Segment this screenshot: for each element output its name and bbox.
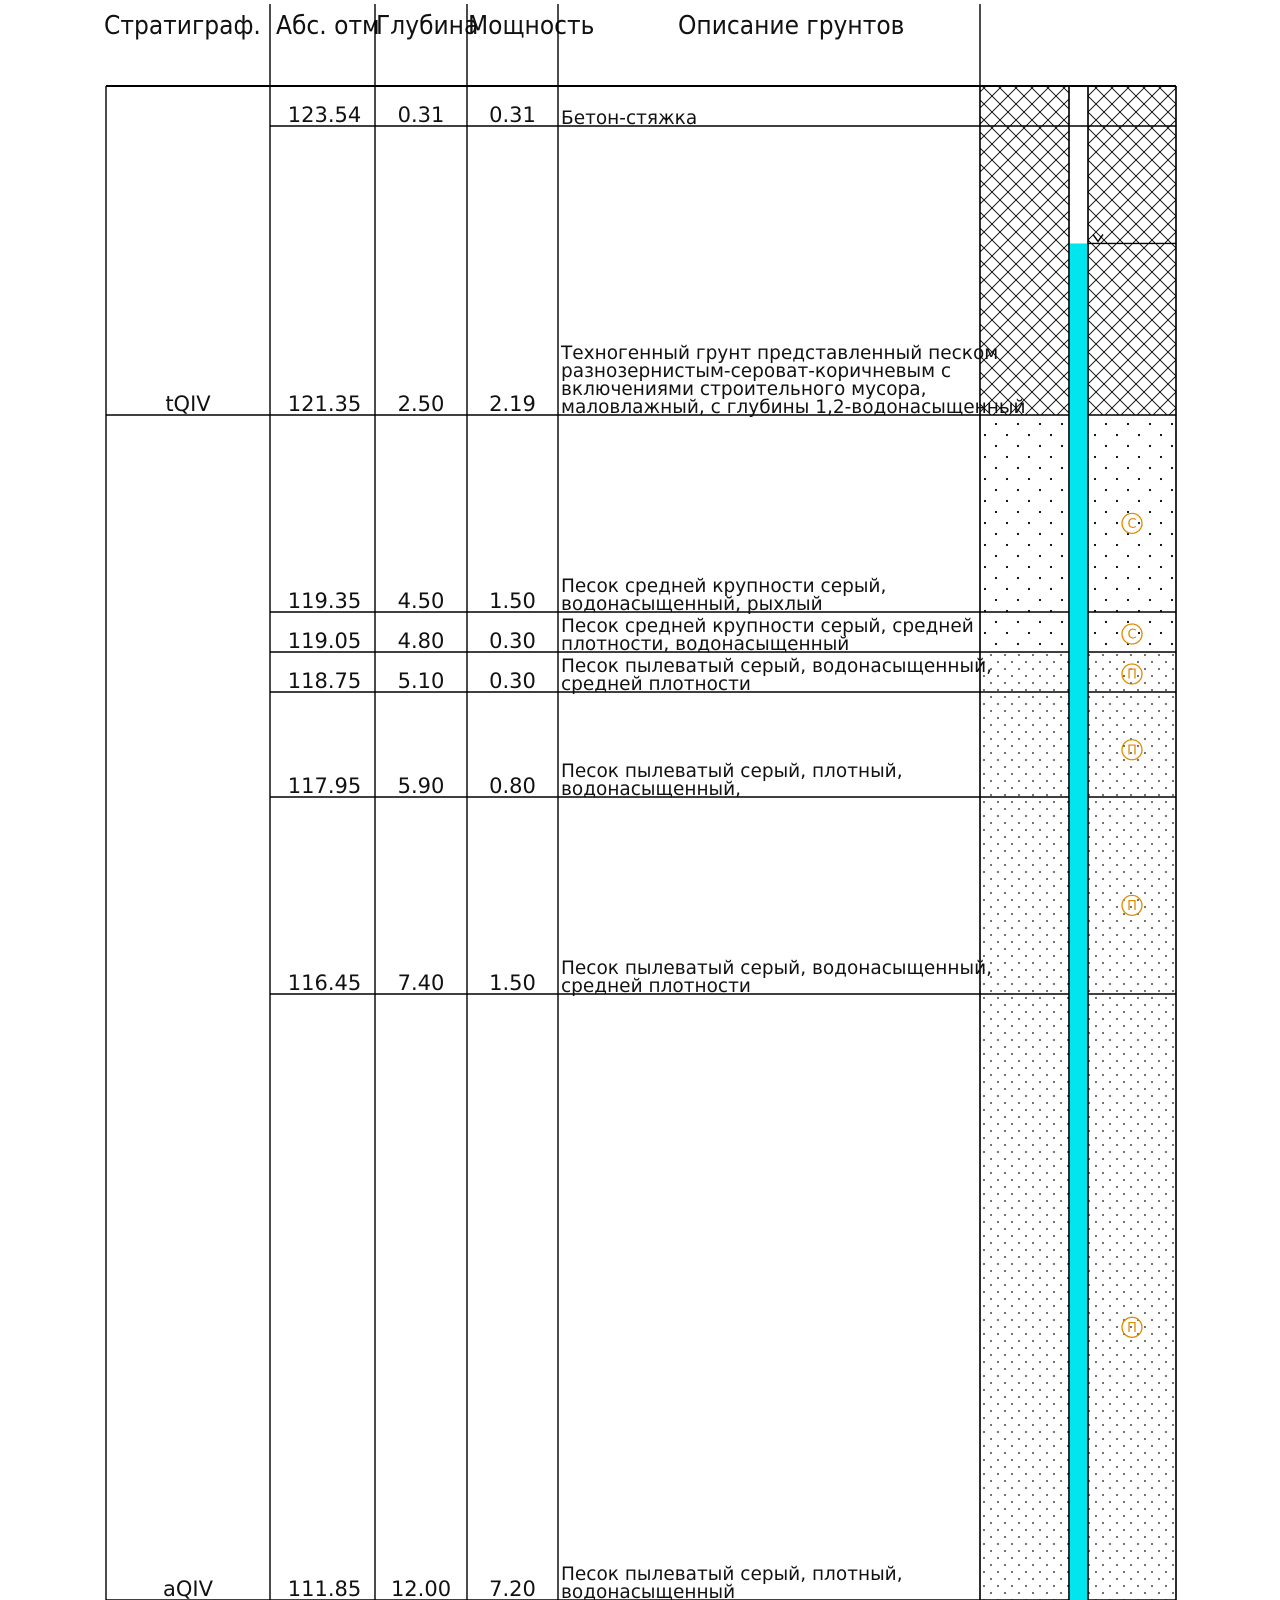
soil-description-line: водонасыщенный, <box>561 779 742 800</box>
soil-description-line: Техногенный грунт представленный песком <box>561 343 999 364</box>
lithology-fill-left <box>980 612 1069 652</box>
lithology-fill-left <box>980 86 1069 126</box>
soil-description-line: Песок пылеватый серый, водонасыщенный, <box>561 958 993 979</box>
soil-description-line: водонасыщенный <box>561 1582 736 1600</box>
abs-elevation-value: 117.95 <box>287 774 362 798</box>
header-stratigraphy: Стратиграф. <box>104 11 261 41</box>
soil-description-line: средней плотности <box>561 674 751 695</box>
svg-text:С: С <box>1127 627 1137 643</box>
soil-description-line: Песок средней крупности серый, средней <box>561 616 974 637</box>
thickness-value: 7.20 <box>489 1577 536 1600</box>
abs-elevation-value: 121.35 <box>287 392 362 416</box>
soil-description-line: маловлажный, с глубины 1,2-водонасыщенный <box>561 397 1026 418</box>
soil-description-line: Песок пылеватый серый, плотный, <box>561 1564 903 1585</box>
stratigraphy-labels <box>163 392 214 1600</box>
abs-elevation-value: 118.75 <box>287 669 362 693</box>
thickness-value: 2.19 <box>489 392 536 416</box>
abs-elevation-value: 123.54 <box>287 103 362 127</box>
svg-text:П: П <box>1127 1320 1137 1336</box>
thickness-value: 0.80 <box>489 774 536 798</box>
abs-elevation-value: 119.35 <box>287 589 362 613</box>
header-thickness: Мощность <box>468 11 595 41</box>
thickness-value: 1.50 <box>489 589 536 613</box>
lithology-fill-right <box>1088 126 1176 415</box>
depth-value: 4.80 <box>397 629 445 653</box>
lithology-fill-left <box>980 692 1069 797</box>
soil-description-line: разнозернистым-сероват-коричневым с <box>561 361 952 382</box>
abs-elevation-value: 116.45 <box>287 971 362 995</box>
groundwater-column <box>1069 243 1088 1600</box>
stratigraphy-code: tQIV <box>165 392 211 416</box>
abs-elevation-value: 119.05 <box>287 629 362 653</box>
thickness-value: 0.30 <box>489 629 536 653</box>
thickness-value: 1.50 <box>489 971 536 995</box>
depth-value: 5.90 <box>397 774 445 798</box>
lithology-fill-right <box>1088 994 1176 1600</box>
lithology-fill-left <box>980 797 1069 994</box>
svg-text:С: С <box>1127 516 1137 532</box>
soil-description-line: Песок пылеватый серый, водонасыщенный, <box>561 656 993 677</box>
soil-description-line: плотности, водонасыщенный <box>561 634 850 655</box>
soil-description-line: водонасыщенный, рыхлый <box>561 594 823 615</box>
soil-description-line: средней плотности <box>561 976 751 997</box>
depth-value: 2.50 <box>397 392 445 416</box>
header-description: Описание грунтов <box>678 11 905 41</box>
lithology-fill-left <box>980 415 1069 612</box>
depth-value: 12.00 <box>390 1577 452 1600</box>
lithology-fill-left <box>980 994 1069 1600</box>
soil-description-line: Песок пылеватый серый, плотный, <box>561 761 903 782</box>
thickness-value: 0.30 <box>489 669 536 693</box>
lithology-fill-right <box>1088 86 1176 126</box>
thickness-value: 0.31 <box>489 103 536 127</box>
svg-text:П: П <box>1127 667 1137 683</box>
header-depth: Глубина <box>376 11 479 41</box>
soil-description-line: Бетон-стяжка <box>561 108 698 129</box>
layer-rows <box>288 103 1026 1600</box>
depth-value: 4.50 <box>397 589 445 613</box>
lithology-fill-left <box>980 652 1069 692</box>
soil-description-line: Песок средней крупности серый, <box>561 576 887 597</box>
lithology-fill-left <box>980 126 1069 415</box>
depth-value: 5.10 <box>397 669 445 693</box>
header-abs-elevation: Абс. отм <box>276 11 380 41</box>
depth-value: 0.31 <box>397 103 445 127</box>
svg-text:П: П <box>1127 743 1137 759</box>
soil-description-line: включениями строительного мусора, <box>561 379 927 400</box>
depth-value: 7.40 <box>397 971 445 995</box>
svg-text:П: П <box>1127 898 1137 914</box>
stratigraphy-code: aQIV <box>163 1577 213 1600</box>
lithology-column <box>980 86 1176 1600</box>
abs-elevation-value: 111.85 <box>287 1577 362 1600</box>
